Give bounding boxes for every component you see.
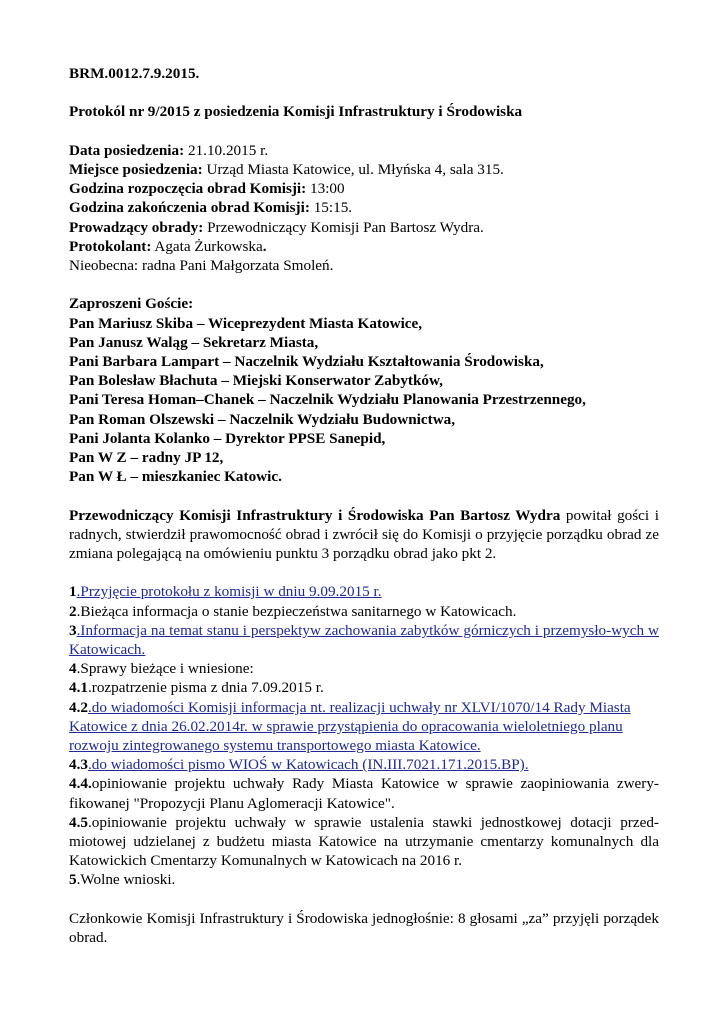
agenda-item: 2.Bieżąca informacja o stanie bezpieczeństwa sanitarnego w Katowicach. (69, 602, 517, 620)
opening-paragraph: Przewodniczący Komisji Infrastruktury i Środowiska Pan Bartosz Wydra powitał gości i radnych, stwierdził prawomocność obrad i zwrócił się do Komisji o przyjęcie porządku obrad ze zmiana polegającą na omówieniu punktu 3 porządku obrad jako pkt 2. (69, 506, 659, 563)
doc-title: Protokól nr 9/2015 z posiedzenia Komisji Infrastruktury i Środowiska (69, 103, 523, 121)
guests-heading: Zaproszeni Goście: (69, 295, 194, 313)
agenda-link[interactable]: .Informacja na temat stanu i perspektyw zachowania zabytków górniczych i przemysło-wych w Katowicach. (69, 621, 659, 659)
guest-item: Pan Roman Olszewski – Naczelnik Wydziału Budownictwa, (69, 410, 456, 428)
agenda-item: 4.2.do wiadomości Komisji informacja nt. realizacji uchwały nr XLVI/1070/14 Rady Miasta Katowice z dnia 26.02.2014r. w sprawie przystąpienia do opracowania wieloletniego planu rozwoju zintegrowanego systemu transportowego miasta Katowice. (69, 698, 631, 755)
meta-place: Miejsce posiedzenia: Urząd Miasta Katowice, ul. Młyńska 4, sala 315. (69, 160, 504, 178)
agenda-item: 4.3.do wiadomości pismo WIOŚ w Katowicach (IN.III.7021.171.2015.BP). (69, 756, 529, 774)
agenda-item: 4.4.opiniowanie projektu uchwały Rady Miasta Katowice w sprawie zaopiniowania zwery-fikowanej "Propozycji Planu Aglomeracji Katowice". (69, 775, 659, 812)
agenda-link[interactable]: .do wiadomości pismo WIOŚ w Katowicach (IN.III.7021.171.2015.BP). (87, 756, 529, 774)
meta-recorder: Protokolant: Agata Żurkowska. (69, 237, 267, 255)
guest-item: Pan Mariusz Skiba – Wiceprezydent Miasta Katowice, (69, 314, 423, 332)
closing-paragraph: Członkowie Komisji Infrastruktury i Środowiska jednogłośnie: 8 głosami „za” przyjęli porządek obrad. (69, 909, 659, 947)
agenda-item: 5.Wolne wnioski. (69, 871, 176, 889)
meta-date: Data posiedzenia: 21.10.2015 r. (69, 141, 269, 159)
guest-item: Pan Bolesław Błachuta – Miejski Konserwator Zabytków, (69, 372, 443, 390)
guest-item: Pan W Ł – mieszkaniec Katowic. (69, 468, 282, 486)
agenda-item: 4.1.rozpatrzenie pisma z dnia 7.09.2015 r. (69, 679, 324, 697)
doc-number: BRM.0012.7.9.2015. (69, 65, 200, 82)
guest-item: Pani Barbara Lampart – Naczelnik Wydziału Kształtowania Środowiska, (69, 353, 544, 370)
meeting-meta (69, 141, 659, 275)
guest-item: Pan Janusz Waląg – Sekretarz Miasta, (69, 333, 319, 351)
guests-section (69, 294, 659, 486)
agenda-link[interactable]: .do wiadomości Komisji informacja nt. realizacji uchwały nr XLVI/1070/14 Rady Miasta Katowice z dnia 26.02.2014r. w sprawie przystąpienia do opracowania wieloletniego planu rozwoju zintegrowanego systemu transportowego miasta Katowice. (69, 698, 631, 755)
guest-item: Pani Jolanta Kolanko – Dyrektor PPSE Sanepid, (69, 429, 386, 447)
agenda-item: 4.5.opiniowanie projektu uchwały w sprawie ustalenia stawki jednostkowej dotacji przed-miotowej udzielanej z budżetu miasta Katowice na utrzymanie cmentarzy komunalnych dla Katowickich Cmentarzy Komunalnych w Katowicach na 2016 r. (69, 813, 659, 870)
agenda-item: 3.Informacja na temat stanu i perspektyw zachowania zabytków górniczych i przemysło-wych w Katowicach. (69, 621, 659, 659)
agenda-list (69, 582, 659, 889)
meta-end: Godzina zakończenia obrad Komisji: 15:15. (69, 199, 353, 217)
agenda-link[interactable]: .Przyjęcie protokołu z komisji w dniu 9.09.2015 r. (76, 583, 382, 601)
agenda-item: 4.Sprawy bieżące i wniesione: (69, 660, 254, 678)
agenda-item: 1.Przyjęcie protokołu z komisji w dniu 9.09.2015 r. (69, 583, 382, 601)
guest-item: Pani Teresa Homan–Chanek – Naczelnik Wydziału Planowania Przestrzennego, (69, 391, 586, 409)
guest-item: Pan W Z – radny JP 12, (69, 449, 224, 467)
meta-absent: Nieobecna: radna Pani Małgorzata Smoleń. (69, 257, 334, 274)
meta-chair: Prowadzący obrady: Przewodniczący Komisji Pan Bartosz Wydra. (69, 218, 484, 236)
meta-start: Godzina rozpoczęcia obrad Komisji: 13:00 (69, 180, 345, 198)
